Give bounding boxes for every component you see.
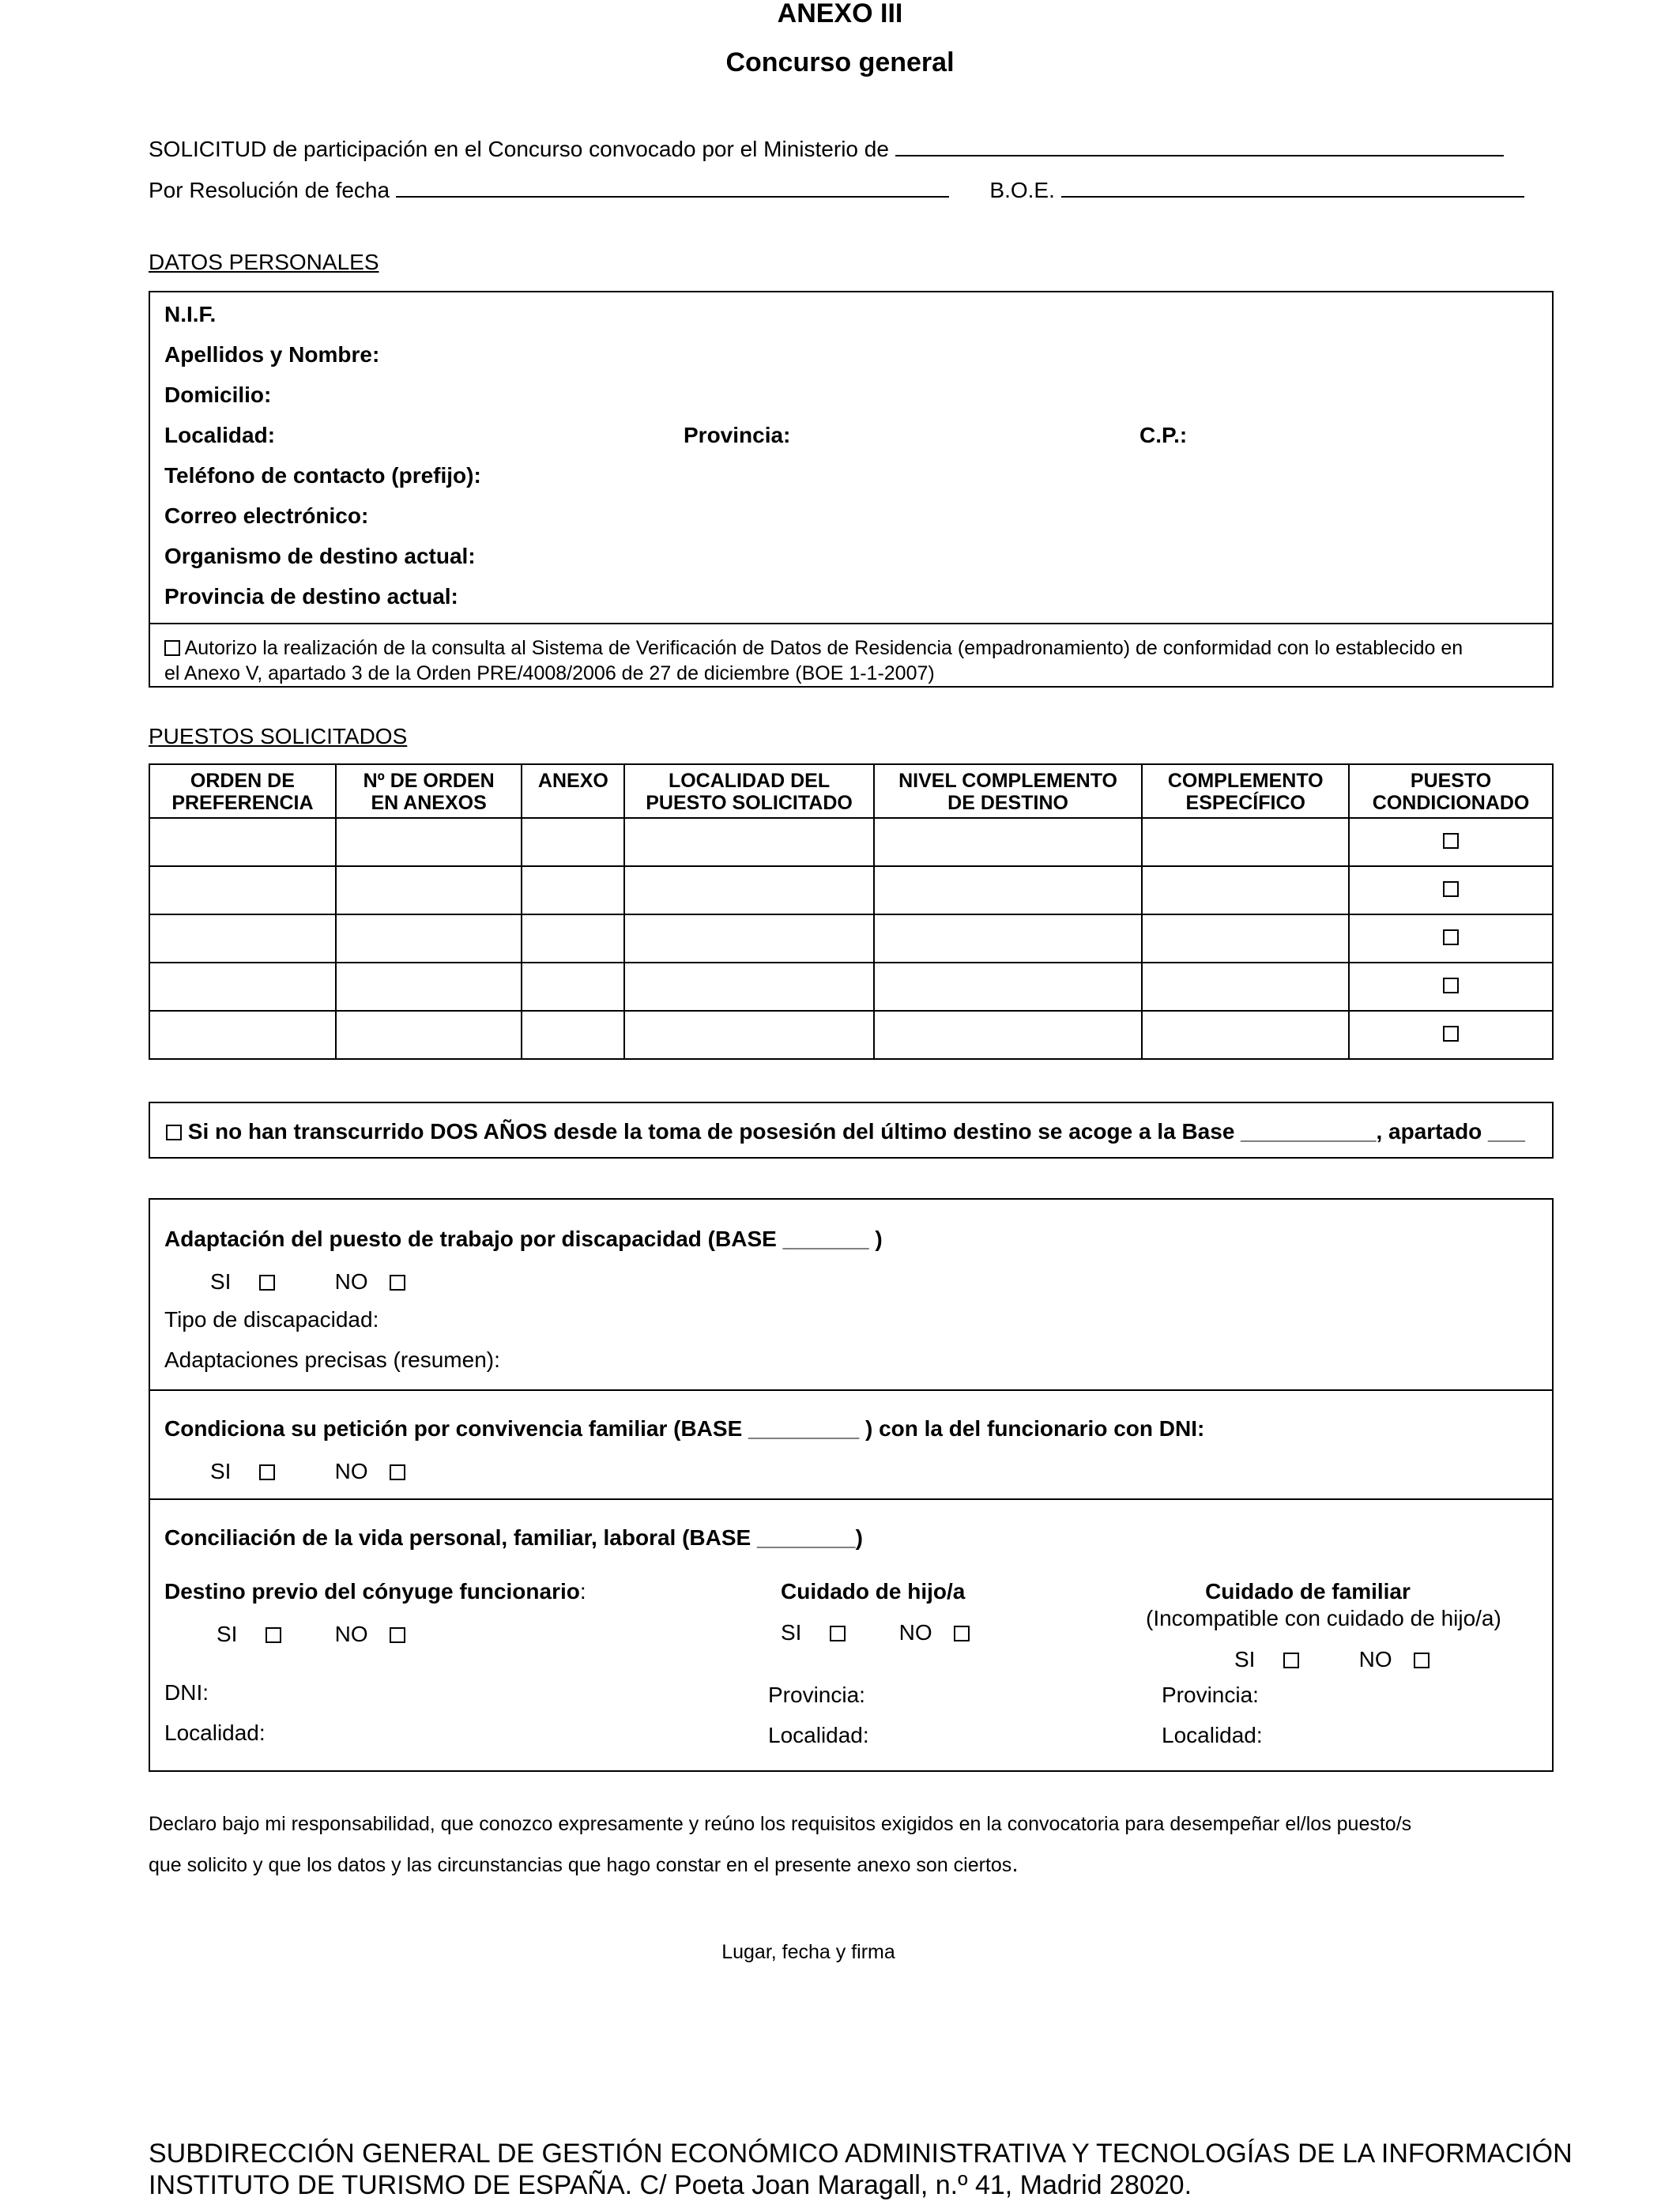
- table-cell[interactable]: [336, 866, 522, 914]
- no-label: NO: [334, 1459, 368, 1483]
- autorizo-checkbox[interactable]: [164, 640, 180, 656]
- autorizo-row: [164, 637, 1463, 660]
- no-label: NO: [334, 1269, 368, 1294]
- table-cell[interactable]: [1349, 963, 1553, 1011]
- table-row: [149, 914, 1553, 963]
- col-orden-preferencia: ORDEN DE PREFERENCIA: [149, 764, 336, 818]
- convivencia-no-checkbox[interactable]: [390, 1464, 405, 1480]
- puesto-condicionado-checkbox[interactable]: [1443, 833, 1459, 849]
- puestos-heading: PUESTOS SOLICITADOS: [149, 724, 408, 748]
- declaracion-line-1: Declaro bajo mi responsabilidad, que conozco expresamente y reúno los requisitos exigidos en la convocatoria para desempeñar el/los puesto/s: [149, 1813, 1412, 1835]
- solicitud-line-1: [149, 134, 1504, 162]
- autorizo-text-line2: el Anexo V, apartado 3 de la Orden PRE/4008/2006 de 27 de diciembre (BOE 1-1-2007): [164, 662, 935, 684]
- declaracion-line-2-end: .: [1011, 1851, 1019, 1877]
- dos-anos-text-b: DOS AÑOS: [430, 1119, 548, 1144]
- adaptacion-si-checkbox[interactable]: [259, 1275, 275, 1291]
- page-title: ANEXO III: [777, 0, 903, 28]
- table-cell[interactable]: [624, 818, 873, 866]
- familiar-title: Cuidado de familiar: [1205, 1579, 1411, 1604]
- solicitud-label: SOLICITUD de participación en el Concurso convocado por el Ministerio de: [149, 137, 889, 161]
- col-anexo: ANEXO: [522, 764, 624, 818]
- dos-anos-box: [149, 1102, 1554, 1159]
- col-complemento-especifico: COMPLEMENTO ESPECÍFICO: [1142, 764, 1349, 818]
- conyuge-dni-label: DNI:: [164, 1680, 209, 1705]
- si-label: SI: [781, 1620, 802, 1645]
- conyuge-si-checkbox[interactable]: [266, 1627, 281, 1643]
- col-nivel-complemento: NIVEL COMPLEMENTO DE DESTINO: [874, 764, 1143, 818]
- hijo-si-checkbox[interactable]: [830, 1626, 846, 1641]
- solicitud-line-2: [149, 175, 1524, 203]
- no-label: NO: [1358, 1647, 1392, 1671]
- conyuge-colon: :: [579, 1579, 586, 1604]
- table-cell[interactable]: [624, 866, 873, 914]
- tipo-discapacidad-label: Tipo de discapacidad:: [164, 1307, 379, 1332]
- conyuge-title: Destino previo del cónyuge funcionario: [164, 1579, 580, 1604]
- conyuge-localidad-label: Localidad:: [164, 1720, 266, 1745]
- declaracion-line-2: [149, 1851, 1019, 1878]
- si-label: SI: [1234, 1647, 1256, 1671]
- table-cell[interactable]: [522, 818, 624, 866]
- provincia-destino-label: Provincia de destino actual:: [164, 584, 458, 609]
- table-cell[interactable]: [149, 1011, 336, 1059]
- conciliacion-title: Conciliación de la vida personal, familiar, laboral (BASE ________): [164, 1525, 863, 1550]
- puestos-table: [149, 763, 1554, 1060]
- table-cell[interactable]: [874, 818, 1143, 866]
- puesto-condicionado-checkbox[interactable]: [1443, 929, 1459, 945]
- nif-label: N.I.F.: [164, 302, 217, 326]
- adaptacion-title: Adaptación del puesto de trabajo por discapacidad (BASE _______ ): [164, 1227, 883, 1251]
- table-cell[interactable]: [149, 866, 336, 914]
- table-row: [149, 866, 1553, 914]
- dos-anos-checkbox[interactable]: [166, 1125, 182, 1140]
- table-cell[interactable]: [149, 914, 336, 963]
- page-subtitle: Concurso general: [725, 47, 955, 77]
- fecha-resolucion-field[interactable]: [396, 175, 949, 198]
- no-label: NO: [898, 1620, 932, 1645]
- puesto-condicionado-checkbox[interactable]: [1443, 881, 1459, 897]
- familiar-provincia-label: Provincia:: [1162, 1683, 1259, 1707]
- table-cell[interactable]: [1142, 866, 1349, 914]
- si-label: SI: [217, 1622, 238, 1646]
- footer-line-2: INSTITUTO DE TURISMO DE ESPAÑA. C/ Poeta Joan Maragall, n.º 41, Madrid 28020.: [149, 2170, 1192, 2200]
- divider: [150, 1389, 1552, 1391]
- localidad-label: Localidad:: [164, 423, 276, 447]
- hijo-provincia-label: Provincia:: [768, 1683, 865, 1707]
- table-cell[interactable]: [522, 914, 624, 963]
- autorizo-text-line1: Autorizo la realización de la consulta al Sistema de Verificación de Datos de Residencia (empadronamiento) de conformidad con lo establecido en: [184, 637, 1463, 659]
- familiar-no-checkbox[interactable]: [1414, 1653, 1430, 1668]
- table-cell[interactable]: [1142, 914, 1349, 963]
- provincia-label: Provincia:: [684, 423, 791, 447]
- divider: [150, 623, 1552, 624]
- datos-personales-box: [149, 291, 1554, 688]
- table-cell[interactable]: [1349, 866, 1553, 914]
- circunstancias-box: [149, 1198, 1554, 1772]
- organismo-label: Organismo de destino actual:: [164, 544, 476, 568]
- lugar-fecha-firma: Lugar, fecha y firma: [721, 1941, 895, 1963]
- table-cell[interactable]: [522, 963, 624, 1011]
- correo-label: Correo electrónico:: [164, 503, 369, 528]
- table-cell[interactable]: [624, 963, 873, 1011]
- table-header-row: [149, 764, 1553, 818]
- boe-label: B.O.E.: [989, 178, 1055, 202]
- familiar-localidad-label: Localidad:: [1162, 1723, 1263, 1747]
- table-cell[interactable]: [522, 866, 624, 914]
- dos-anos-text-a: Si no han transcurrido: [187, 1119, 431, 1144]
- familiar-subtitle: (Incompatible con cuidado de hijo/a): [1146, 1606, 1501, 1630]
- table-cell[interactable]: [1142, 818, 1349, 866]
- telefono-label: Teléfono de contacto (prefijo):: [164, 463, 481, 488]
- hijo-localidad-label: Localidad:: [768, 1723, 869, 1747]
- si-label: SI: [210, 1269, 232, 1294]
- table-cell[interactable]: [336, 818, 522, 866]
- dos-anos-text-c: desde la toma de posesión del último destino se acoge a la Base ___________, apartado ___: [547, 1119, 1525, 1144]
- table-cell[interactable]: [874, 914, 1143, 963]
- col-numero-orden: Nº DE ORDEN EN ANEXOS: [336, 764, 522, 818]
- resolucion-label: Por Resolución de fecha: [149, 178, 390, 202]
- convivencia-title: Condiciona su petición por convivencia familiar (BASE _________ ) con la del funcionario con DNI:: [164, 1416, 1205, 1441]
- adaptaciones-label: Adaptaciones precisas (resumen):: [164, 1347, 500, 1372]
- conyuge-title-row: [164, 1579, 586, 1604]
- table-cell[interactable]: [1142, 963, 1349, 1011]
- table-cell[interactable]: [336, 1011, 522, 1059]
- datos-personales-heading: DATOS PERSONALES: [149, 250, 379, 274]
- ministerio-field[interactable]: [895, 134, 1504, 156]
- dos-anos-row: [166, 1119, 1525, 1144]
- familiar-si-checkbox[interactable]: [1283, 1653, 1299, 1668]
- footer-line-1: SUBDIRECCIÓN GENERAL DE GESTIÓN ECONÓMICO ADMINISTRATIVA Y TECNOLOGÍAS DE LA INFORMACIÓN: [149, 2139, 1573, 2169]
- table-cell[interactable]: [336, 914, 522, 963]
- no-label: NO: [334, 1622, 368, 1646]
- familiar-si-no: [1234, 1647, 1430, 1672]
- table-cell[interactable]: [149, 963, 336, 1011]
- convivencia-si-no: [210, 1459, 405, 1484]
- declaracion-line-2-text: que solicito y que los datos y las circunstancias que hago constar en el presente anexo son ciertos: [149, 1854, 1012, 1876]
- table-cell[interactable]: [522, 1011, 624, 1059]
- table-row: [149, 963, 1553, 1011]
- table-cell[interactable]: [1142, 1011, 1349, 1059]
- hijo-si-no: [781, 1620, 970, 1645]
- table-cell[interactable]: [624, 1011, 873, 1059]
- domicilio-label: Domicilio:: [164, 383, 272, 407]
- table-cell[interactable]: [149, 818, 336, 866]
- puesto-condicionado-checkbox[interactable]: [1443, 1026, 1459, 1042]
- table-cell[interactable]: [1349, 914, 1553, 963]
- conyuge-no-checkbox[interactable]: [390, 1627, 405, 1643]
- adaptacion-no-checkbox[interactable]: [390, 1275, 405, 1291]
- table-cell[interactable]: [1349, 818, 1553, 866]
- hijo-no-checkbox[interactable]: [954, 1626, 970, 1641]
- adaptacion-si-no: [210, 1269, 405, 1295]
- table-cell[interactable]: [874, 963, 1143, 1011]
- table-cell[interactable]: [624, 914, 873, 963]
- table-cell[interactable]: [336, 963, 522, 1011]
- table-cell[interactable]: [874, 1011, 1143, 1059]
- table-row: [149, 818, 1553, 866]
- col-localidad-puesto: LOCALIDAD DEL PUESTO SOLICITADO: [624, 764, 873, 818]
- si-label: SI: [210, 1459, 232, 1483]
- col-puesto-condicionado: PUESTO CONDICIONADO: [1349, 764, 1553, 818]
- convivencia-si-checkbox[interactable]: [259, 1464, 275, 1480]
- conyuge-si-no: [217, 1622, 405, 1647]
- boe-field[interactable]: [1061, 175, 1524, 198]
- hijo-title: Cuidado de hijo/a: [781, 1579, 966, 1604]
- cp-label: C.P.:: [1139, 423, 1188, 447]
- table-cell[interactable]: [874, 866, 1143, 914]
- table-cell[interactable]: [1349, 1011, 1553, 1059]
- apellidos-label: Apellidos y Nombre:: [164, 342, 380, 367]
- table-row: [149, 1011, 1553, 1059]
- puesto-condicionado-checkbox[interactable]: [1443, 978, 1459, 993]
- divider: [150, 1498, 1552, 1500]
